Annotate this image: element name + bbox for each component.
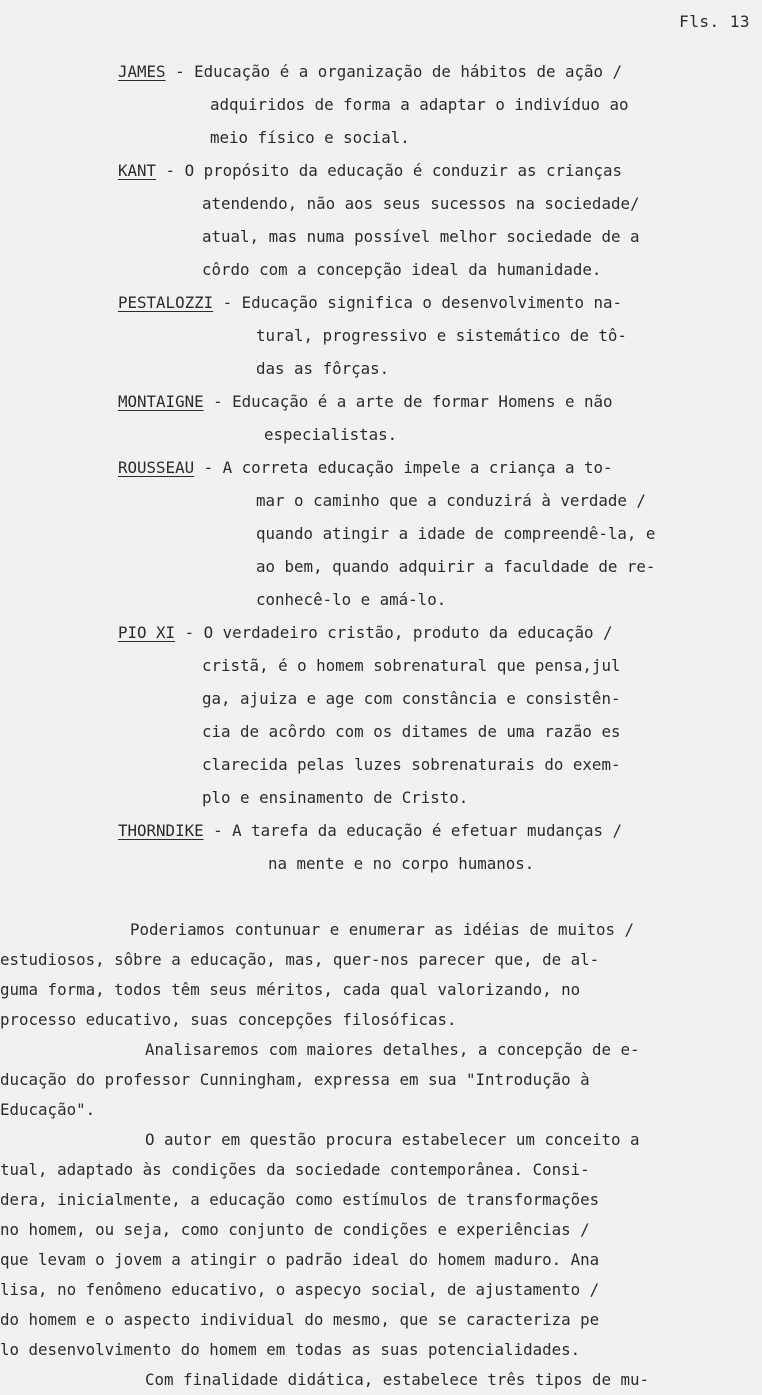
definition-continuation: côrdo com a concepção ideal da humanidade.: [202, 260, 602, 279]
definition-continuation: tural, progressivo e sistemático de tô-: [256, 326, 627, 345]
page-number: Fls. 13: [679, 12, 750, 31]
definition-text: - Educação é a arte de formar Homens e não: [203, 392, 613, 411]
author-name: THORNDIKE: [118, 821, 204, 840]
paragraph-line: processo educativo, suas concepções filosóficas.: [0, 1010, 457, 1029]
definition-entry: [118, 451, 758, 616]
paragraph-line: lisa, no fenômeno educativo, o aspecyo social, de ajustamento /: [0, 1280, 600, 1299]
definition-entry: [118, 154, 758, 286]
definition-text: - Educação é a organização de hábitos de ação /: [165, 62, 623, 81]
definition-entry: [118, 286, 758, 385]
definition-entry: [118, 385, 758, 451]
definition-continuation: meio físico e social.: [210, 128, 410, 147]
paragraph-line: guma forma, todos têm seus méritos, cada qual valorizando, no: [0, 980, 581, 999]
paragraph-line: dera, inicialmente, a educação como estímulos de transformações: [0, 1190, 600, 1209]
definition-text: - A correta educação impele a criança a to-: [194, 458, 613, 477]
definition-continuation: ga, ajuiza e age com constância e consistên-: [202, 689, 621, 708]
author-name: MONTAIGNE: [118, 392, 204, 411]
paragraph-line: ducação do professor Cunningham, expressa em sua "Introdução à: [0, 1070, 590, 1089]
definition-entry: [118, 616, 758, 814]
definition-first-line: [118, 286, 758, 319]
definition-continuation: adquiridos de forma a adaptar o indivíduo ao: [210, 95, 629, 114]
definition-first-line: [118, 616, 758, 649]
author-name: JAMES: [118, 62, 166, 81]
definition-continuation: na mente e no corpo humanos.: [268, 854, 535, 873]
definition-continuation: cristã, é o homem sobrenatural que pensa,jul: [202, 656, 621, 675]
definition-text: - O verdadeiro cristão, produto da educação /: [175, 623, 613, 642]
definition-continuation: mar o caminho que a conduzirá à verdade /: [256, 491, 646, 510]
paragraph-line: estudiosos, sôbre a educação, mas, quer-nos parecer que, de al-: [0, 950, 600, 969]
paragraph-line: Poderiamos contunuar e enumerar as idéias de muitos /: [130, 920, 635, 939]
paragraph-line: no homem, ou seja, como conjunto de condições e experiências /: [0, 1220, 590, 1239]
author-name: PESTALOZZI: [118, 293, 214, 312]
paragraph-line: tual, adaptado às condições da sociedade contemporânea. Consi-: [0, 1160, 590, 1179]
definition-entry: [118, 814, 758, 880]
paragraph-line: Analisaremos com maiores detalhes, a concepção de e-: [145, 1040, 640, 1059]
definition-continuation: quando atingir a idade de compreendê-la, e: [256, 524, 656, 543]
author-name: KANT: [118, 161, 157, 180]
definitions-list: [118, 55, 758, 880]
definition-first-line: [118, 385, 758, 418]
definition-continuation: cia de acôrdo com os ditames de uma razão es: [202, 722, 621, 741]
definition-continuation: conhecê-lo e amá-lo.: [256, 590, 447, 609]
definition-continuation: das as fôrças.: [256, 359, 390, 378]
definition-continuation: especialistas.: [264, 425, 398, 444]
definition-first-line: [118, 451, 758, 484]
paragraph-line: Educação".: [0, 1100, 96, 1119]
author-name: ROUSSEAU: [118, 458, 195, 477]
definition-first-line: [118, 55, 758, 88]
paragraph-line: do homem e o aspecto individual do mesmo, que se caracteriza pe: [0, 1310, 600, 1329]
paragraph-line: O autor em questão procura estabelecer um conceito a: [145, 1130, 640, 1149]
definition-continuation: ao bem, quando adquirir a faculdade de re-: [256, 557, 656, 576]
body-text: [0, 915, 762, 1395]
definition-text: - Educação significa o desenvolvimento na-: [213, 293, 623, 312]
definition-first-line: [118, 154, 758, 187]
paragraph-line: Com finalidade didática, estabelece três tipos de mu-: [145, 1370, 650, 1389]
paragraph-line: lo desenvolvimento do homem em todas as suas potencialidades.: [0, 1340, 581, 1359]
definition-entry: [118, 55, 758, 154]
definition-continuation: clarecida pelas luzes sobrenaturais do exem-: [202, 755, 621, 774]
definition-text: - A tarefa da educação é efetuar mudanças /: [203, 821, 623, 840]
definition-first-line: [118, 814, 758, 847]
definition-continuation: atual, mas numa possível melhor sociedade de a: [202, 227, 640, 246]
definition-continuation: plo e ensinamento de Cristo.: [202, 788, 469, 807]
definition-continuation: atendendo, não aos seus sucessos na sociedade/: [202, 194, 640, 213]
definition-text: - O propósito da educação é conduzir as crianças: [156, 161, 623, 180]
author-name: PIO XI: [118, 623, 176, 642]
paragraph-line: que levam o jovem a atingir o padrão ideal do homem maduro. Ana: [0, 1250, 600, 1269]
